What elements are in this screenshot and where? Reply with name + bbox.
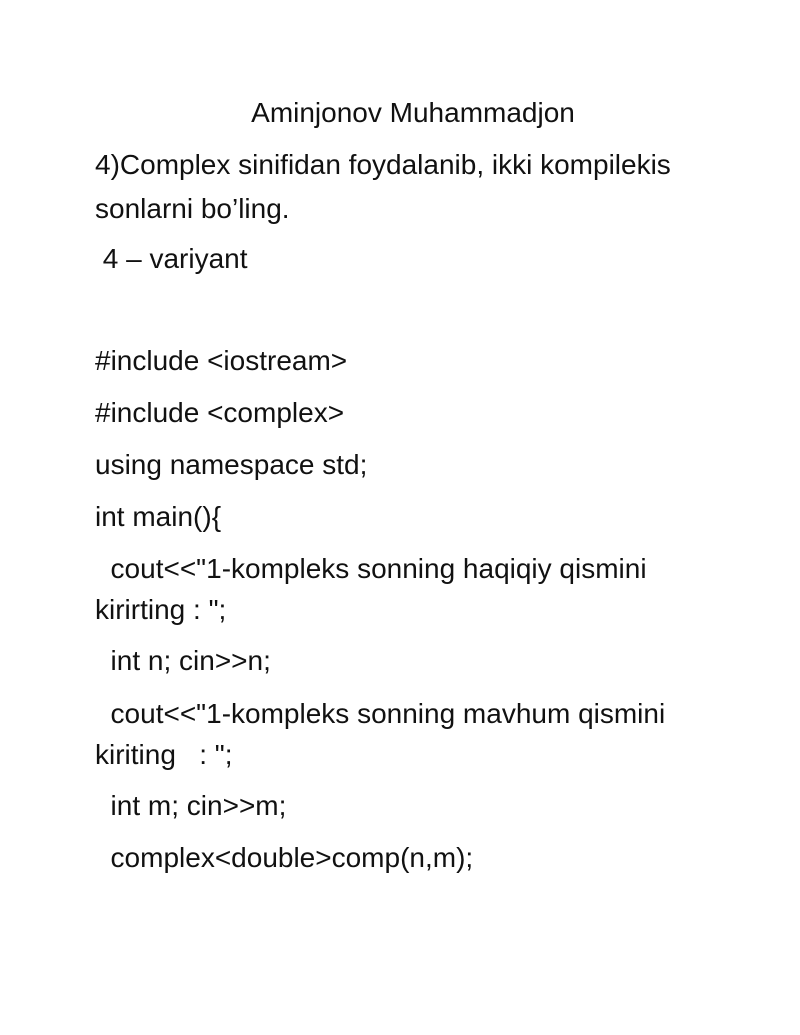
code-line: cout<<"1-kompleks sonning mavhum qismini xyxy=(95,698,666,729)
code-line: kiriting : "; xyxy=(95,739,233,770)
code-line: #include <iostream> xyxy=(95,345,348,376)
code-line: using namespace std; xyxy=(95,449,368,480)
code-line: int n; cin>>n; xyxy=(95,645,271,676)
task-text-line-1: 4)Complex sinifidan foydalanib, ikki kompilekis xyxy=(95,149,671,180)
code-line: #include <complex> xyxy=(95,397,345,428)
author-name: Aminjonov Muhammadjon xyxy=(251,97,575,128)
variant-label: 4 – variyant xyxy=(95,243,248,274)
code-line: cout<<"1-kompleks sonning haqiqiy qismini xyxy=(95,553,647,584)
code-line: kirirting : "; xyxy=(95,594,227,625)
task-text-line-2: sonlarni bo’ling. xyxy=(95,193,290,224)
code-line: int main(){ xyxy=(95,501,222,532)
code-line: int m; cin>>m; xyxy=(95,790,287,821)
code-line: complex<double>comp(n,m); xyxy=(95,842,474,873)
